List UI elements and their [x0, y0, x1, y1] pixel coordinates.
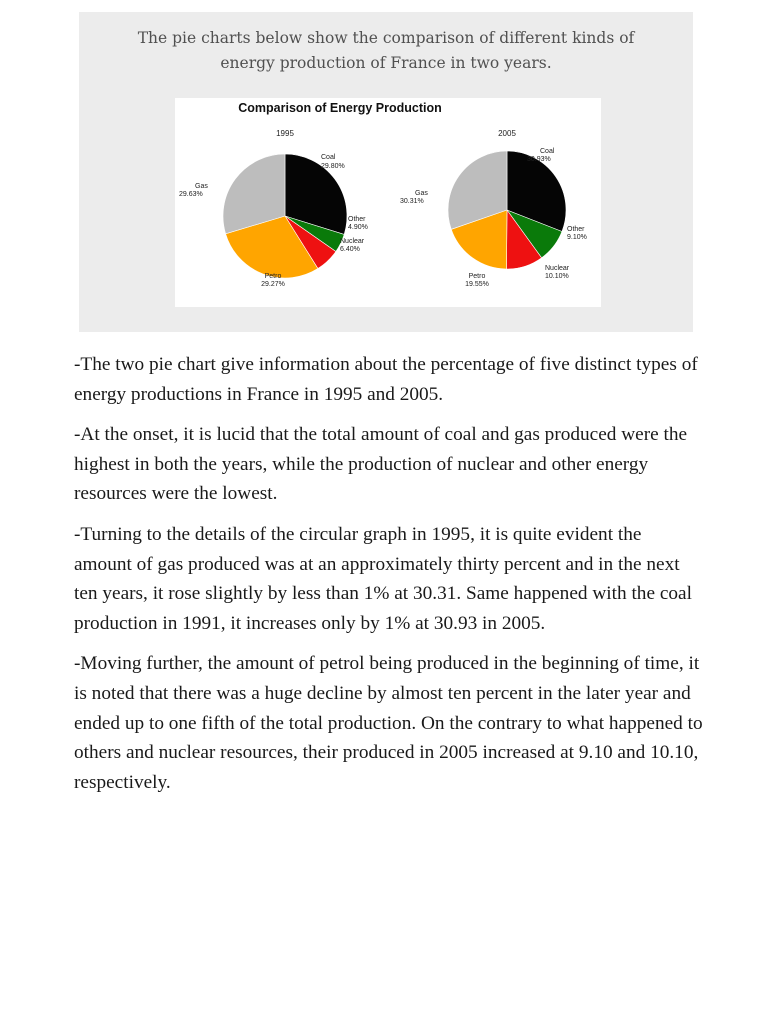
label-2005-gas-name: Gas	[415, 190, 428, 197]
label-1995-gas-value: 29.63%	[179, 191, 203, 198]
paragraph-2: -At the onset, it is lucid that the total amount of coal and gas produced were the highest in both the years, while the production of nuclear and other energy resources were the lowest.	[74, 424, 688, 505]
label-2005-coal-value: 30.93%	[527, 156, 551, 163]
label-2005-petro-name: Petro	[468, 273, 486, 280]
pie-2005	[448, 151, 566, 269]
label-2005-petro-value: 19.55%	[465, 281, 489, 288]
chart-title: Comparison of Energy Production	[238, 101, 442, 115]
chart-box	[175, 98, 601, 307]
label-2005-coal-name: Coal	[540, 148, 555, 155]
pie-year-1995: 1995	[276, 129, 294, 138]
label-1995-other-value: 4.90%	[348, 224, 368, 231]
paragraph-1: -The two pie chart give information about the percentage of five distinct types of energy productions in France in 1995 and 2005.	[74, 354, 698, 405]
paragraph-3: -Turning to the details of the circular graph in 1995, it is quite evident the amount of gas produced was at an approximately thirty percent and in the next ten years, it rose slightly by less than 1% at 30.31. Same happened with the coal production in 1991, it increases only by 1% at 30.93 in 2005.	[74, 523, 692, 634]
pie-1995	[223, 154, 347, 278]
label-1995-coal-value: 29.80%	[321, 163, 345, 170]
label-1995-gas-name: Gas	[195, 183, 208, 190]
label-2005-nuclear-name: Nuclear	[545, 265, 570, 272]
label-1995-other-name: Other	[348, 216, 366, 223]
pie-year-2005: 2005	[498, 129, 516, 138]
essay-text	[74, 350, 704, 808]
label-1995-petro-value: 29.27%	[261, 281, 285, 288]
label-1995-petro-name: Petro	[264, 273, 282, 280]
label-1995-nuclear-name: Nuclear	[340, 238, 365, 245]
label-2005-other-value: 9.10%	[567, 234, 587, 241]
pie-chart-svg	[175, 98, 601, 307]
figure-panel	[79, 12, 693, 332]
paragraph-4: -Moving further, the amount of petrol being produced in the beginning of time, it is noted that there was a huge decline by almost ten percent in the later year and ended up to one fifth of the total production. On the contrary to what happened to others and nuclear resources, their produced in 2005 increased at 9.10 and 10.10, respectively.	[74, 653, 703, 793]
figure-caption-line-2: energy production of France in two years.	[220, 54, 552, 72]
figure-caption-line-1: The pie charts below show the comparison of different kinds of	[137, 29, 635, 47]
label-2005-other-name: Other	[567, 226, 585, 233]
figure-caption	[79, 26, 693, 76]
label-2005-nuclear-value: 10.10%	[545, 273, 569, 280]
label-1995-coal-name: Coal	[321, 154, 336, 161]
label-2005-gas-value: 30.31%	[400, 198, 424, 205]
label-1995-nuclear-value: 6.40%	[340, 246, 360, 253]
